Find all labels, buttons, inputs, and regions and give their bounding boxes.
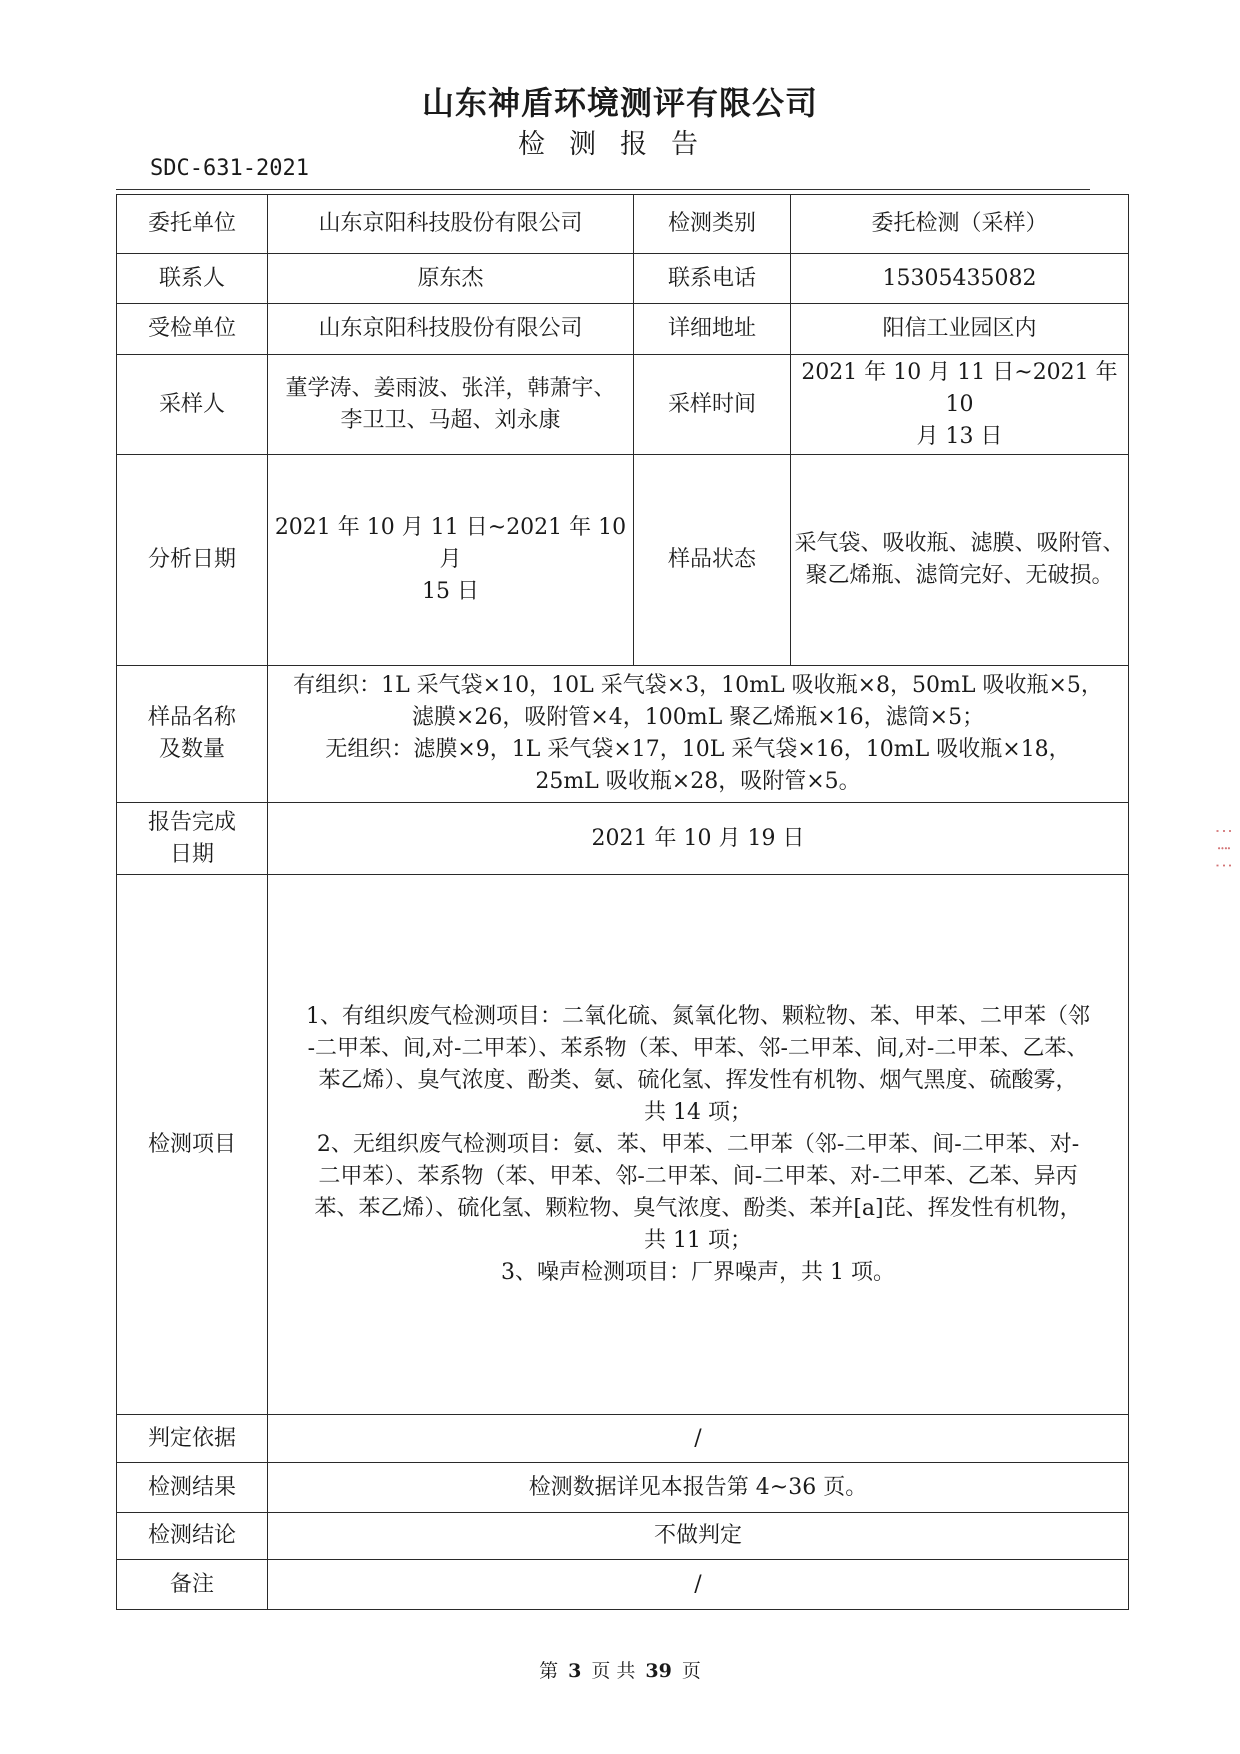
address-value: 阳信工业园区内 bbox=[791, 304, 1129, 355]
sample-status-line-1: 采气袋、吸收瓶、滤膜、吸附管、 bbox=[794, 531, 1125, 556]
test-category-label: 检测类别 bbox=[634, 195, 791, 254]
sampling-time-value bbox=[791, 355, 1129, 455]
report-type-title: 检测报告 bbox=[518, 129, 722, 160]
seal-stamp-edge: ⋮ ⁞ ⋮ bbox=[1213, 822, 1234, 875]
sample-name-label-line-2: 及数量 bbox=[158, 737, 225, 762]
completion-value: 2021 年 10 月 19 日 bbox=[268, 803, 1129, 875]
row-items bbox=[117, 875, 1129, 1415]
items-line: 二甲苯）、苯系物（苯、甲苯、邻-二甲苯、间-二甲苯、对-二甲苯、乙苯、异丙 bbox=[318, 1163, 1078, 1189]
analysis-date-line-1: 2021 年 10 月 11 日~2021 年 10 月 bbox=[274, 515, 627, 572]
basis-label: 判定依据 bbox=[117, 1415, 268, 1463]
sampler-line-1: 董学涛、姜雨波、张洋，韩萧宇、 bbox=[285, 375, 616, 401]
sample-status-value bbox=[791, 455, 1129, 666]
row-sampler bbox=[117, 355, 1129, 455]
report-info-table bbox=[116, 194, 1129, 1610]
phone-label: 联系电话 bbox=[634, 254, 791, 304]
items-label: 检测项目 bbox=[117, 875, 268, 1415]
inspected-value: 山东京阳科技股份有限公司 bbox=[268, 304, 634, 355]
report-number: SDC-631-2021 bbox=[150, 156, 309, 181]
items-line: 共 11 项； bbox=[644, 1227, 752, 1253]
items-line: 2、无组织废气检测项目：氨、苯、甲苯、二甲苯（邻-二甲苯、间-二甲苯、对- bbox=[316, 1131, 1080, 1157]
result-label: 检测结果 bbox=[117, 1463, 268, 1513]
completion-label-line-2: 日期 bbox=[169, 841, 214, 867]
items-line: -二甲苯、间,对-二甲苯）、苯系物（苯、甲苯、邻-二甲苯、间,对-二甲苯、乙苯、 bbox=[307, 1035, 1089, 1061]
row-remarks bbox=[117, 1560, 1129, 1610]
analysis-date-line-2: 15 日 bbox=[422, 579, 479, 604]
contact-value: 原东杰 bbox=[268, 254, 634, 304]
sample-name-line-2: 滤膜×26，吸附管×4，100mL 聚乙烯瓶×16，滤筒×5； bbox=[411, 705, 985, 730]
row-analysis bbox=[117, 455, 1129, 666]
completion-label-line-1: 报告完成 bbox=[147, 809, 236, 835]
sample-name-line-4: 25mL 吸收瓶×28，吸附管×5。 bbox=[535, 769, 861, 794]
sample-name-label-line-1: 样品名称 bbox=[147, 705, 236, 730]
row-inspected bbox=[117, 304, 1129, 355]
footer-prefix: 第 bbox=[539, 1660, 559, 1682]
row-client bbox=[117, 195, 1129, 254]
contact-label: 联系人 bbox=[117, 254, 268, 304]
items-line: 1、有组织废气检测项目：二氧化硫、氮氧化物、颗粒物、苯、甲苯、二甲苯（邻 bbox=[306, 1003, 1090, 1029]
conclusion-value: 不做判定 bbox=[268, 1513, 1129, 1560]
basis-value: / bbox=[268, 1415, 1129, 1463]
analysis-date-label: 分析日期 bbox=[117, 455, 268, 666]
current-page-number: 3 bbox=[568, 1660, 582, 1682]
sampling-time-line-2: 月 13 日 bbox=[916, 423, 1003, 449]
row-contact bbox=[117, 254, 1129, 304]
row-conclusion bbox=[117, 1513, 1129, 1560]
remarks-value: / bbox=[268, 1560, 1129, 1610]
company-name: 山东神盾环境测评有限公司 bbox=[421, 84, 818, 122]
sample-status-line-2: 聚乙烯瓶、滤筒完好、无破损。 bbox=[805, 563, 1114, 588]
conclusion-label: 检测结论 bbox=[117, 1513, 268, 1560]
items-value bbox=[268, 875, 1129, 1415]
items-line: 3、噪声检测项目：厂界噪声，共 1 项。 bbox=[501, 1259, 895, 1285]
row-completion bbox=[117, 803, 1129, 875]
test-category-value: 委托检测（采样） bbox=[791, 195, 1129, 254]
total-page-number: 39 bbox=[645, 1660, 672, 1682]
sampler-line-2: 李卫卫、马超、刘永康 bbox=[340, 407, 561, 433]
sample-name-line-1: 有组织：1L 采气袋×10，10L 采气袋×3，10mL 吸收瓶×8，50mL 吸收瓶×5， bbox=[293, 673, 1103, 698]
client-value: 山东京阳科技股份有限公司 bbox=[268, 195, 634, 254]
row-sample-name bbox=[117, 666, 1129, 803]
items-line: 共 14 项； bbox=[644, 1099, 752, 1125]
sampling-time-label: 采样时间 bbox=[634, 355, 791, 455]
sample-name-value bbox=[268, 666, 1129, 803]
remarks-label: 备注 bbox=[117, 1560, 268, 1610]
sample-name-label bbox=[117, 666, 268, 803]
items-line: 苯、苯乙烯）、硫化氢、颗粒物、臭气浓度、酚类、苯并[a]芘、挥发性有机物， bbox=[314, 1195, 1082, 1221]
row-basis bbox=[117, 1415, 1129, 1463]
sample-name-line-3: 无组织：滤膜×9，1L 采气袋×17，10L 采气袋×16，10mL 吸收瓶×18， bbox=[325, 737, 1071, 762]
client-label: 委托单位 bbox=[117, 195, 268, 254]
footer-middle: 页 共 bbox=[591, 1660, 636, 1682]
page-footer bbox=[0, 1656, 1240, 1683]
footer-suffix: 页 bbox=[681, 1660, 701, 1682]
completion-label bbox=[117, 803, 268, 875]
analysis-date-value bbox=[268, 455, 634, 666]
sampler-value bbox=[268, 355, 634, 455]
phone-value: 15305435082 bbox=[791, 254, 1129, 304]
items-line: 苯乙烯）、臭气浓度、酚类、氨、硫化氢、挥发性有机物、烟气黑度、硫酸雾， bbox=[318, 1067, 1078, 1093]
result-value: 检测数据详见本报告第 4~36 页。 bbox=[268, 1463, 1129, 1513]
inspected-label: 受检单位 bbox=[117, 304, 268, 355]
header-rule bbox=[116, 189, 1090, 190]
address-label: 详细地址 bbox=[634, 304, 791, 355]
sampler-label: 采样人 bbox=[117, 355, 268, 455]
row-result bbox=[117, 1463, 1129, 1513]
sample-status-label: 样品状态 bbox=[634, 455, 791, 666]
sampling-time-line-1: 2021 年 10 月 11 日~2021 年 10 bbox=[801, 359, 1118, 417]
